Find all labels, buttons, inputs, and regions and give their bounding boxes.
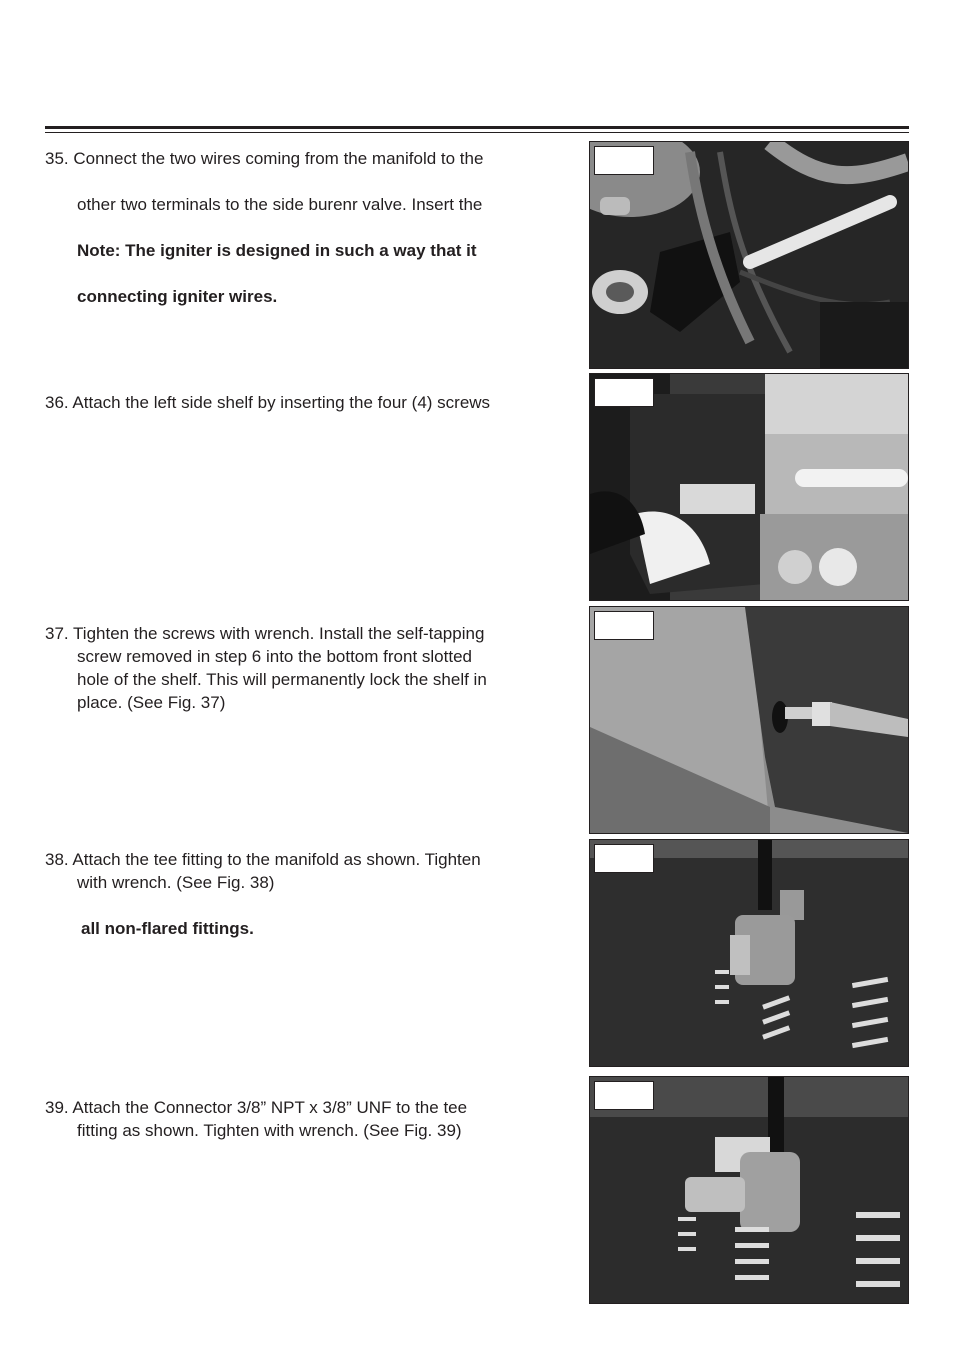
self-tapping-screw-image (590, 607, 908, 833)
tee-fitting-image (590, 840, 908, 1066)
step-37-line-2: screw removed in step 6 into the bottom front slotted (77, 647, 472, 666)
step-38-line-2: with wrench. (See Fig. 38) (77, 873, 275, 892)
figure-label-box (594, 1081, 654, 1110)
figure-label-box (594, 844, 654, 873)
step-35-line-2: other two terminals to the side burenr valve. Insert the (77, 195, 483, 214)
self-tapping-screw-photo (589, 606, 909, 834)
header-rule-thin (45, 132, 909, 133)
connector-photo (589, 1076, 909, 1304)
step-36 (45, 391, 556, 414)
step-37-line-1: 37. Tighten the screws with wrench. Install the self-tapping (45, 624, 485, 643)
tee-fitting-photo (589, 839, 909, 1067)
step-35-note: Note: The igniter is designed in such a way that it (77, 241, 477, 260)
step-37-line-3: hole of the shelf. This will permanently lock the shelf in (77, 670, 487, 689)
step-38-line-1: 38. Attach the tee fitting to the manifold as shown. Tighten (45, 850, 481, 869)
step-38-note: all non-flared fittings. (81, 919, 254, 938)
igniter-wires-image (590, 142, 908, 368)
figure-label-box (594, 611, 654, 640)
side-shelf-photo (589, 373, 909, 601)
step-35-line-1: 35. Connect the two wires coming from the manifold to the (45, 149, 484, 168)
step-39 (45, 1096, 556, 1142)
step-35-note-end: connecting igniter wires. (77, 287, 278, 306)
figure-label-box (594, 378, 654, 407)
step-35 (45, 136, 556, 320)
igniter-wires-photo (589, 141, 909, 369)
figure-label-box (594, 146, 654, 175)
step-36-line-1: 36. Attach the left side shelf by inserting the four (4) screws (45, 393, 491, 412)
side-shelf-image (590, 374, 908, 600)
connector-image (590, 1077, 908, 1303)
step-39-line-2: fitting as shown. Tighten with wrench. (See Fig. 39) (77, 1121, 462, 1140)
step-39-line-1: 39. Attach the Connector 3/8” NPT x 3/8” UNF to the tee (45, 1098, 468, 1117)
step-38 (45, 848, 556, 940)
step-37-line-4: place. (See Fig. 37) (77, 693, 226, 712)
step-37 (45, 622, 556, 714)
header-rule-thick (45, 126, 909, 129)
